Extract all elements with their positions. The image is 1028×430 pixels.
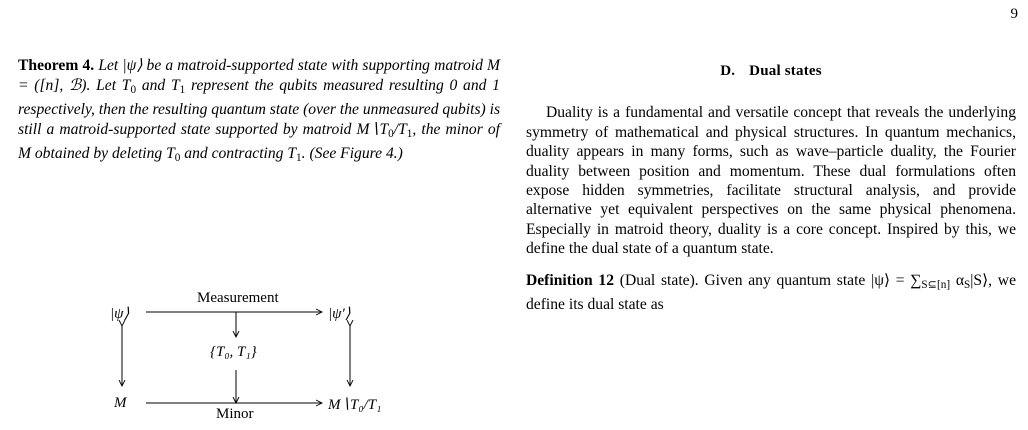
theorem-text-part: . (See Figure 4.) <box>301 144 403 162</box>
duality-paragraph: Duality is a fundamental and versatile concept that reveals the underlying symmetry of mathematical and physical structures. In quantum mechanics, duality appears in many forms, such as wave–particle duality, the Fourier duality between position and momentum. These dual formulations often expose hidden symmetries, facilitate structural analysis, and provide alternative yet equivalent perspectives on the same physical phenomena. Especially in matroid theory, duality is a core concept. Inspired by this, we define the dual state of a quantum state. <box>526 104 1016 258</box>
minor-node: M∖T₀/T₁ <box>328 397 382 413</box>
measurement-label: Measurement <box>197 290 279 306</box>
psi-node: |ψ⟩ <box>110 306 130 322</box>
theorem-sub: 0 <box>388 127 394 140</box>
measured-set-node: {T₀, T₁} <box>210 344 257 360</box>
definition-text: |S⟩, we define its dual state as <box>526 271 1016 313</box>
right-column <box>526 56 1016 314</box>
theorem-sub: 1 <box>296 151 302 164</box>
page-number: 9 <box>1010 6 1018 22</box>
theorem-text-part: /T <box>393 120 407 138</box>
theorem-text-part: and contracting T <box>180 144 297 162</box>
psi-prime-node: |ψ′⟩ <box>328 306 351 322</box>
definition-name: (Dual state). <box>614 271 705 289</box>
matroid-node: M <box>114 395 127 411</box>
definition-heading: Definition 12 <box>526 271 615 289</box>
theorem-block <box>18 56 500 168</box>
theorem-text-part: Let |ψ⟩ be a matroid-supported state with supporting matroid M = ([n], ℬ). Let T <box>18 57 501 94</box>
theorem-text-part: and T <box>136 76 180 94</box>
theorem-sub: 1 <box>406 127 413 140</box>
section-heading <box>526 62 1016 81</box>
sum-subscript: S⊆[n] <box>921 278 951 291</box>
theorem-heading: Theorem 4. <box>18 57 95 74</box>
commutative-diagram <box>100 282 400 422</box>
theorem-text-part: represent the qubits measured resulting 0 and 1 respectively, then the resulting quantum state (over the unmeasured qubits) is still a matroid-supported state supported by matroid M∖T <box>18 76 501 138</box>
alpha-subscript: S <box>964 278 971 291</box>
section-number: D. <box>720 63 736 79</box>
definition-text: Given any quantum state |ψ⟩ = ∑ <box>704 271 922 289</box>
minor-label: Minor <box>216 406 254 422</box>
theorem-text-part: , the minor of M obtained by deleting T <box>18 120 500 162</box>
theorem-sub: 1 <box>179 83 186 96</box>
definition-block <box>526 271 1016 315</box>
section-title: Dual states <box>749 63 822 79</box>
theorem-sub: 0 <box>174 151 181 164</box>
theorem-sub: 0 <box>130 83 137 96</box>
definition-text: α <box>950 271 965 289</box>
